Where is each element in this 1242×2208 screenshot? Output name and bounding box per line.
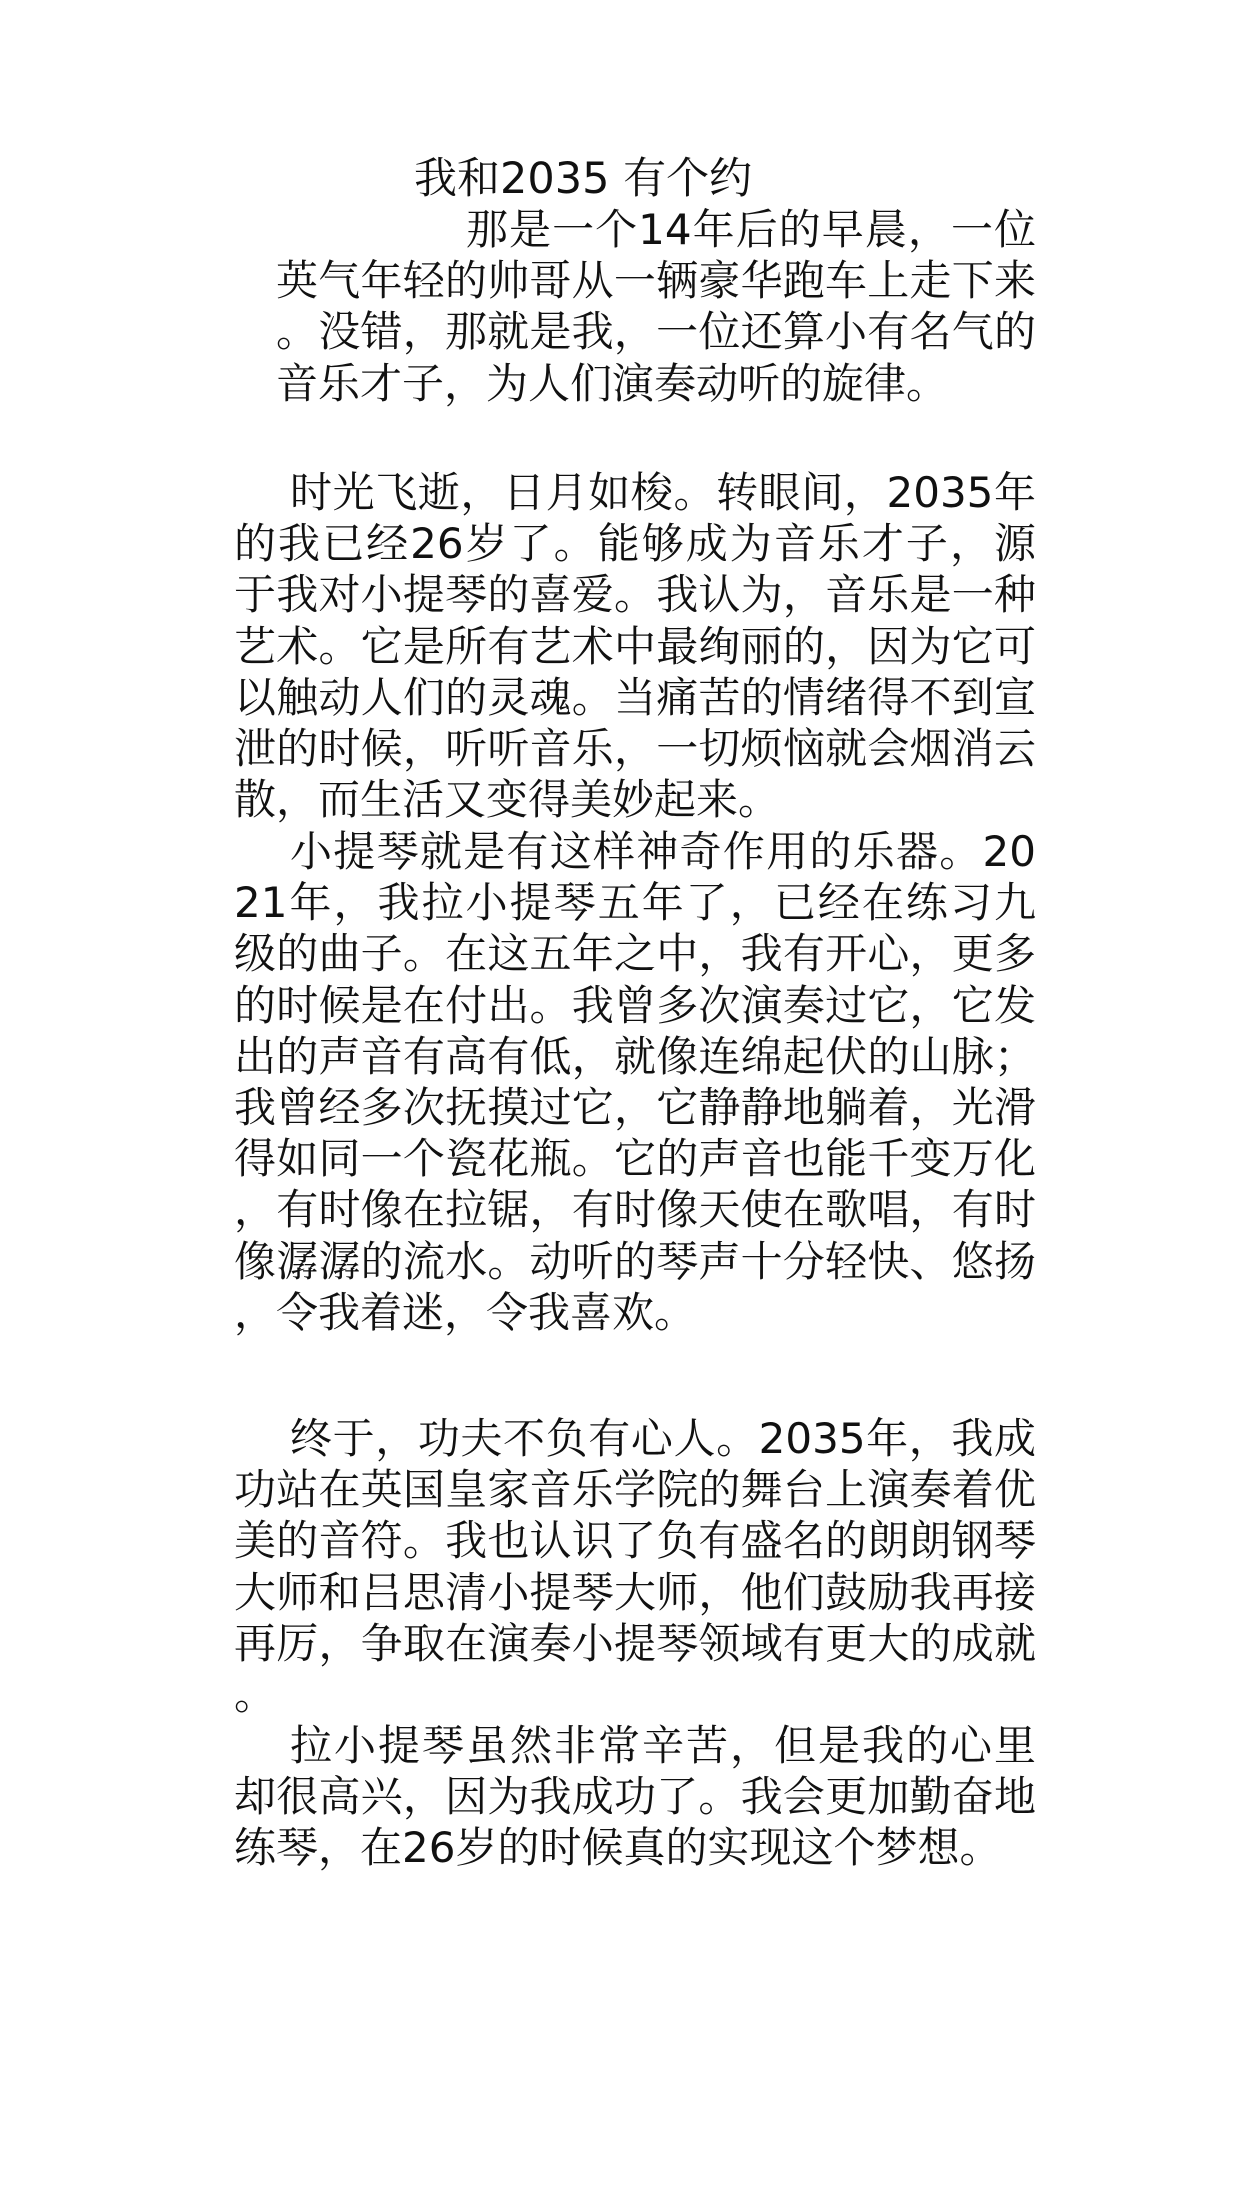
essay-paragraph-2: 时光飞逝，日月如梭。转眼间，2035年的我已经26岁了。能够成为音乐才子，源于我对小提琴的喜爱。我认为，音乐是一种艺术。它是所有艺术中最绚丽的，因为它可以触动人们的灵魂。当痛苦的情绪得不到宣泄的时候，听听音乐，一切烦恼就会烟消云散，而生活又变得美妙起来。 xyxy=(234,468,1036,825)
essay-paragraph-5: 拉小提琴虽然非常辛苦，但是我的心里却很高兴，因为我成功了。我会更加勤奋地练琴，在26岁的时候真的实现这个梦想。 xyxy=(234,1721,1036,1873)
essay-paragraph-3: 小提琴就是有这样神奇作用的乐器。2021年，我拉小提琴五年了，已经在练习九级的曲子。在这五年之中，我有开心，更多的时候是在付出。我曾多次演奏过它，它发出的声音有高有低，就像连绵起伏的山脉；我曾经多次抚摸过它，它静静地躺着，光滑得如同一个瓷花瓶。它的声音也能千变万化，有时像在拉锯，有时像天使在歌唱，有时像潺潺的流水。动听的琴声十分轻快、悠扬，令我着迷，令我喜欢。 xyxy=(234,827,1036,1337)
essay-paragraph-1: 那是一个14年后的早晨，一位英气年轻的帅哥从一辆豪华跑车上走下来。没错，那就是我，一位还算小有名气的音乐才子，为人们演奏动听的旋律。 xyxy=(276,205,1036,408)
essay-title: 我和2035 有个约 xyxy=(414,154,753,204)
essay-paragraph-4: 终于，功夫不负有心人。2035年，我成功站在英国皇家音乐学院的舞台上演奏着优美的音符。我也认识了负有盛名的朗朗钢琴大师和吕思清小提琴大师，他们鼓励我再接再厉，争取在演奏小提琴领域有更大的成就。 xyxy=(234,1414,1036,1720)
